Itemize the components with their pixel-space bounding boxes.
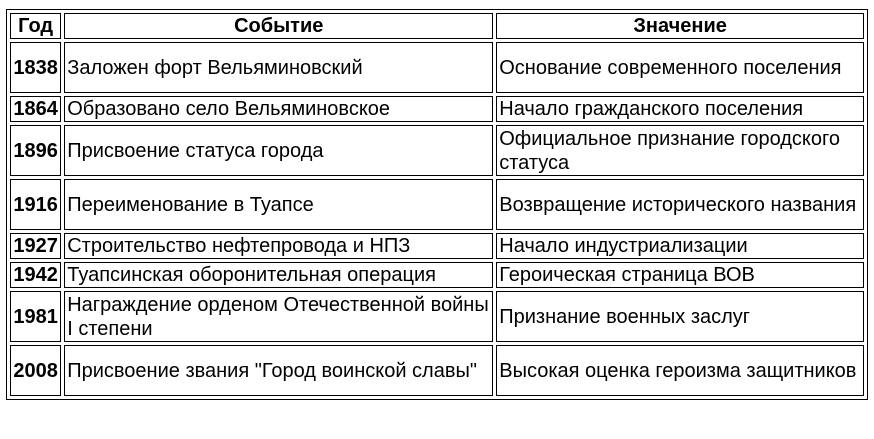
table-row bbox=[10, 345, 864, 396]
header-event: Событие bbox=[64, 13, 493, 39]
event-cell: Туапсинская оборонительная операция bbox=[64, 262, 493, 288]
meaning-cell: Начало гражданского поселения bbox=[496, 96, 864, 122]
event-cell: Образовано село Вельяминовское bbox=[64, 96, 493, 122]
event-cell: Присвоение статуса города bbox=[64, 125, 493, 176]
table-row bbox=[10, 42, 864, 93]
event-cell: Присвоение звания "Город воинской славы" bbox=[64, 345, 493, 396]
table-row bbox=[10, 96, 864, 122]
meaning-cell: Начало индустриализации bbox=[496, 233, 864, 259]
table-row bbox=[10, 179, 864, 230]
year-cell: 1896 bbox=[10, 125, 61, 176]
year-cell: 1838 bbox=[10, 42, 61, 93]
event-cell: Награждение орденом Отечественной войны I степени bbox=[64, 291, 493, 342]
meaning-cell: Высокая оценка героизма защитников bbox=[496, 345, 864, 396]
meaning-cell: Героическая страница ВОВ bbox=[496, 262, 864, 288]
table-row bbox=[10, 291, 864, 342]
event-cell: Переименование в Туапсе bbox=[64, 179, 493, 230]
year-cell: 2008 bbox=[10, 345, 61, 396]
event-cell: Строительство нефтепровода и НПЗ bbox=[64, 233, 493, 259]
table-row bbox=[10, 125, 864, 176]
header-year: Год bbox=[10, 13, 61, 39]
table-row bbox=[10, 233, 864, 259]
event-cell: Заложен форт Вельяминовский bbox=[64, 42, 493, 93]
header-row bbox=[10, 13, 864, 39]
year-cell: 1916 bbox=[10, 179, 61, 230]
meaning-cell: Основание современного поселения bbox=[496, 42, 864, 93]
table-row bbox=[10, 262, 864, 288]
meaning-cell: Официальное признание городского статуса bbox=[496, 125, 864, 176]
year-cell: 1942 bbox=[10, 262, 61, 288]
year-cell: 1927 bbox=[10, 233, 61, 259]
meaning-cell: Признание военных заслуг bbox=[496, 291, 864, 342]
header-meaning: Значение bbox=[496, 13, 864, 39]
year-cell: 1981 bbox=[10, 291, 61, 342]
meaning-cell: Возвращение исторического названия bbox=[496, 179, 864, 230]
year-cell: 1864 bbox=[10, 96, 61, 122]
history-table bbox=[6, 9, 868, 400]
